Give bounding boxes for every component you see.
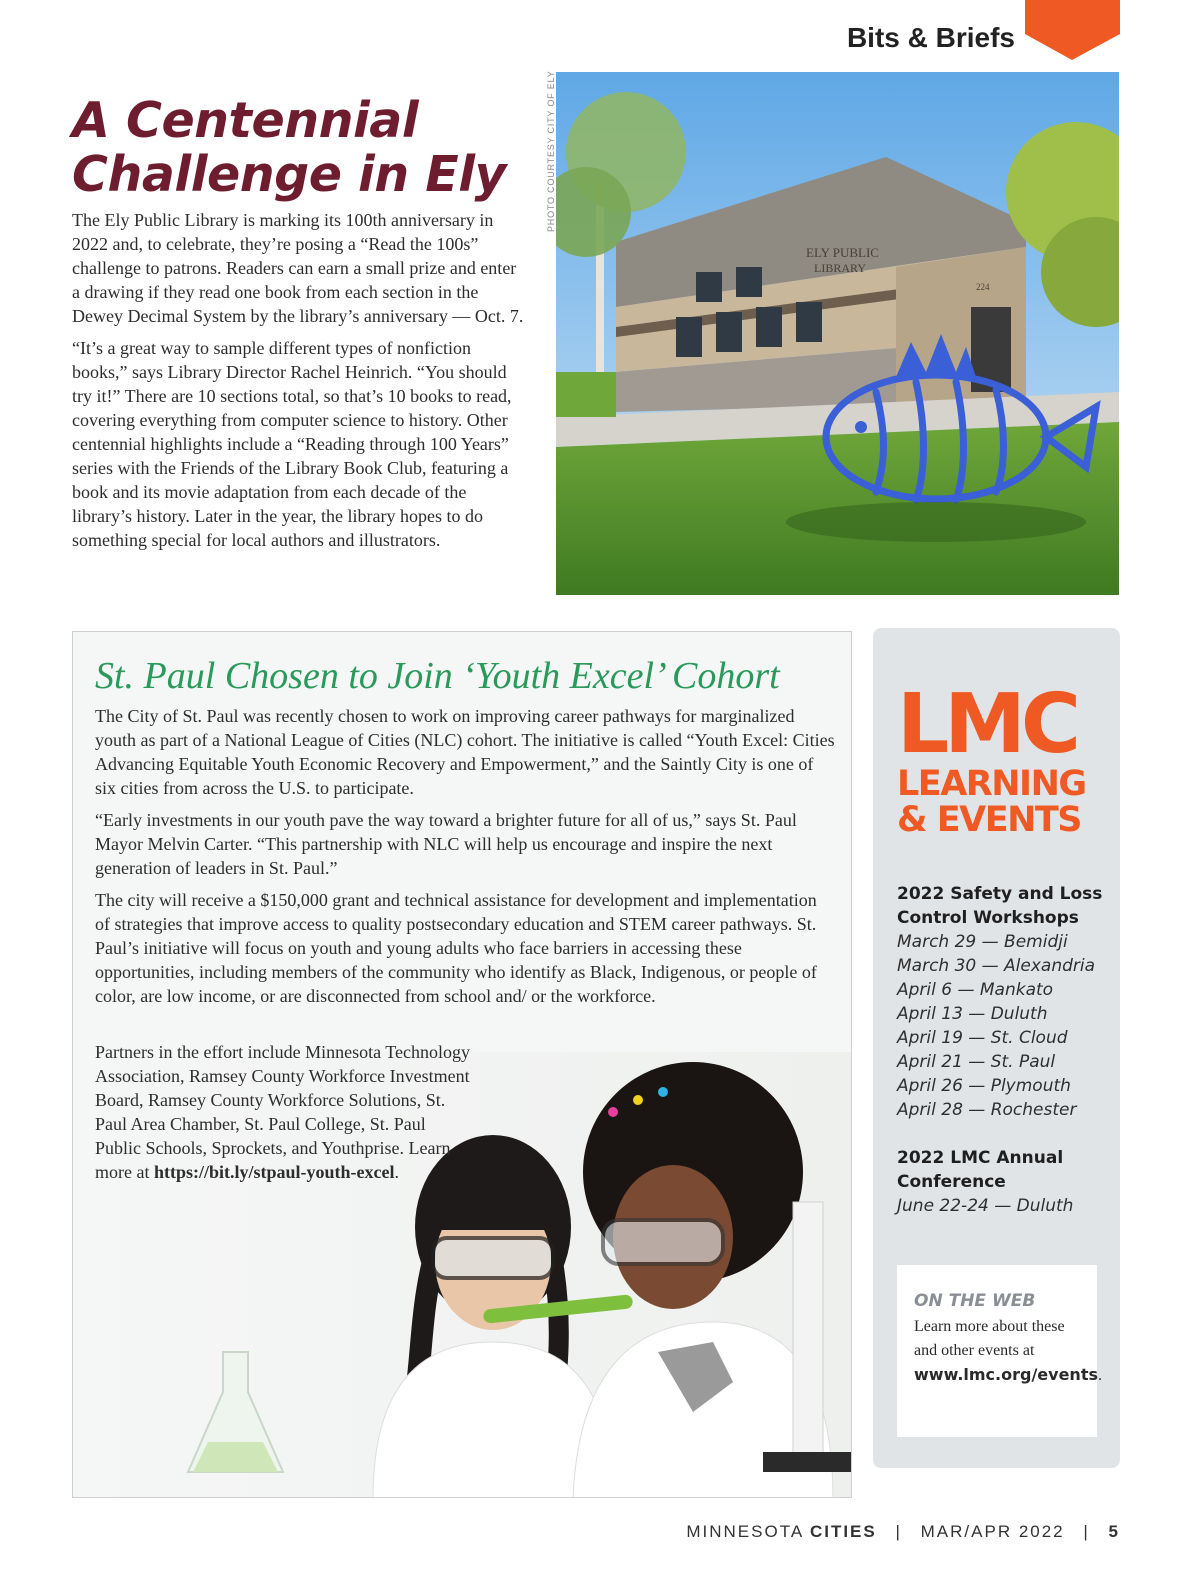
article-body xyxy=(72,208,527,560)
section-label: Bits & Briefs xyxy=(846,22,1015,53)
library-photo xyxy=(556,72,1119,595)
on-the-web-box xyxy=(897,1265,1102,1437)
workshop-date: April 28 — Rochester xyxy=(897,1100,1077,1120)
photo-credit: PHOTO COURTESY CITY OF ELY xyxy=(546,70,556,232)
orange-tab-decoration xyxy=(1025,0,1120,60)
page-footer xyxy=(600,1522,1120,1542)
events-list xyxy=(897,882,1112,1218)
magazine-name-bold: CITIES xyxy=(809,1522,877,1541)
library-sign-line-2: LIBRARY xyxy=(814,261,867,275)
partners-paragraph xyxy=(95,1040,475,1184)
workshops-heading-line-2: Control Workshops xyxy=(897,908,1079,928)
workshop-date: March 29 — Bemidji xyxy=(897,932,1068,952)
headline-line-2: Challenge in Ely xyxy=(72,146,506,203)
lmc-logo-text: LMC xyxy=(897,677,1077,772)
article-paragraph: The City of St. Paul was recently chosen to work on improving career pathways for marginalized youth as part of a National League of Cities (NLC) cohort. The initiative is called “Youth Excel: Cities Advancing Equitable Youth Economic Recovery and Empowerment,” and the Saintly City is one of six cities from across the U.S. to participate. xyxy=(95,706,835,798)
partners-end: . xyxy=(394,1162,399,1182)
article-body xyxy=(95,704,835,1016)
article-paragraph: “Early investments in our youth pave the way toward a brighter future for all of us,” says St. Paul Mayor Melvin Carter. “This partnership with NLC will help us encourage and inspire the next generation of leaders in St. Paul.” xyxy=(95,810,797,878)
conference-heading-line-1: 2022 LMC Annual xyxy=(897,1148,1064,1168)
on-the-web-heading: ON THE WEB xyxy=(914,1291,1036,1311)
workshop-date: April 6 — Mankato xyxy=(897,980,1054,1000)
conference-date: June 22-24 — Duluth xyxy=(897,1196,1074,1216)
logo-line-events: & EVENTS xyxy=(897,800,1081,840)
article-paragraph: The Ely Public Library is marking its 100th anniversary in 2022 and, to celebrate, they’re posing a “Read the 100s” challenge to patrons. Readers can earn a small prize and enter a drawing if they read one book from each section in the Dewey Decimal System by the library’s anniversary — Oct. 7. xyxy=(72,210,524,326)
article-headline xyxy=(72,94,542,202)
youth-excel-article xyxy=(72,631,852,1498)
workshop-date: April 13 — Duluth xyxy=(897,1004,1048,1024)
logo-line-learning: LEARNING xyxy=(897,764,1086,804)
on-the-web-text xyxy=(914,1315,1102,1388)
workshop-date: April 26 — Plymouth xyxy=(897,1076,1071,1096)
workshop-date: April 21 — St. Paul xyxy=(897,1052,1056,1072)
article-paragraph: “It’s a great way to sample different types of nonfiction books,” says Library Director Rachel Heinrich. “You should try it!” There are 10 sections total, so that’s 10 books to read, covering everything from computer science to history. Other centennial highlights include a “Reading through 100 Years” series with the Friends of the Library Book Club, featuring a book and its movie adaptation from each decade of the library’s history. Later in the year, the library hopes to do something special for local authors and illustrators. xyxy=(72,338,512,550)
lmc-events-link[interactable]: www.lmc.org/events xyxy=(914,1365,1098,1384)
workshop-date: March 30 — Alexandria xyxy=(897,956,1096,976)
lmc-logo-subtitle xyxy=(897,766,1137,838)
partners-text: Partners in the effort include Minnesota Technology Association, Ramsey County Workforce Investment Board, Ramsey County Workforce Solutions, St. Paul Area Chamber, St. Paul College, St. Paul Public Schools, Sprockets, and Youthprise. Learn more at xyxy=(95,1042,470,1182)
youth-excel-link[interactable]: https://bit.ly/stpaul-youth-excel xyxy=(153,1162,395,1182)
article-title: St. Paul Chosen to Join ‘Youth Excel’ Cohort xyxy=(95,655,780,697)
footer-separator: | xyxy=(1083,1522,1090,1541)
lmc-events-sidebar xyxy=(873,628,1120,1468)
article-paragraph: The city will receive a $150,000 grant and technical assistance for development and implementation of strategies that improve access to quality postsecondary education and STEM career pathways. St. Paul’s initiative will focus on youth and young adults who face barriers in accessing these opportunities, including members of the community who identify as Black, Indigenous, or people of color, are low income, or are disconnected from school and/ or the workforce. xyxy=(95,890,817,1006)
headline-line-1: A Centennial xyxy=(72,92,419,149)
address-number: 224 xyxy=(976,282,990,292)
page-number: 5 xyxy=(1108,1522,1120,1541)
web-text-body: Learn more about these and other events at xyxy=(914,1318,1065,1359)
library-sign-line-1: ELY PUBLIC xyxy=(806,245,879,260)
workshops-heading-line-1: 2022 Safety and Loss xyxy=(897,884,1103,904)
web-text-end: . xyxy=(1098,1367,1102,1384)
magazine-name-prefix: MINNESOTA xyxy=(686,1522,810,1541)
workshop-date: April 19 — St. Cloud xyxy=(897,1028,1068,1048)
footer-separator: | xyxy=(895,1522,902,1541)
issue-date: MAR/APR 2022 xyxy=(920,1522,1065,1541)
conference-heading-line-2: Conference xyxy=(897,1172,1006,1192)
